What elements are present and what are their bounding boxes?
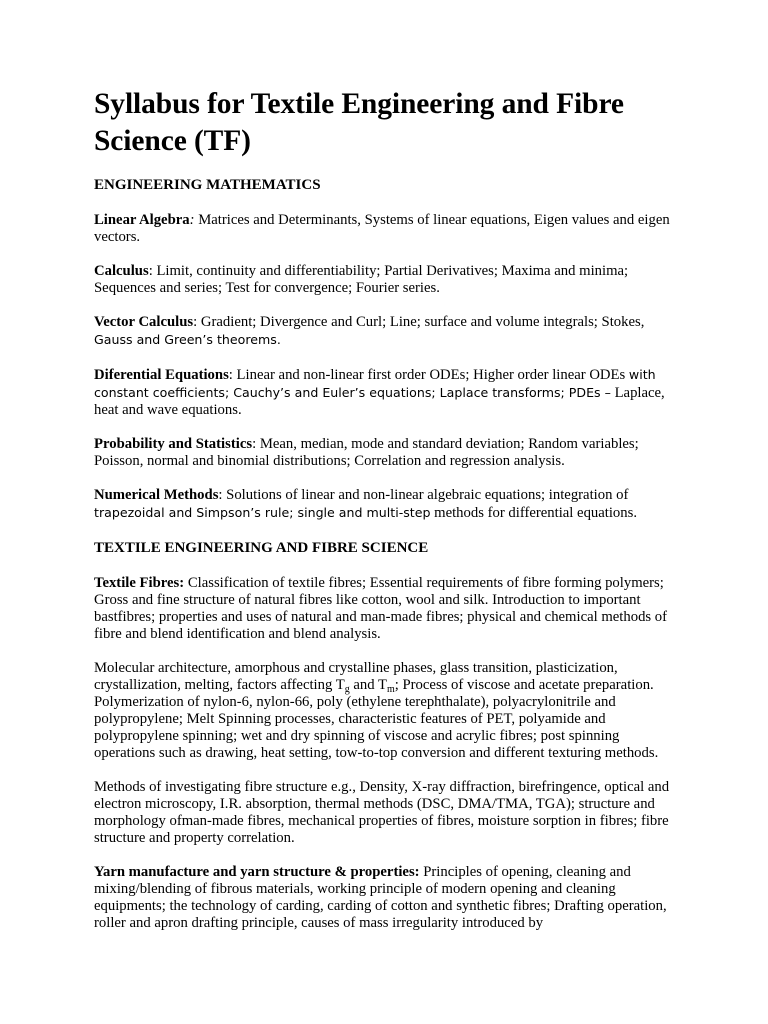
paragraph-vector-calculus (94, 314, 684, 349)
paragraph-yarn-manufacture (94, 864, 684, 932)
text-calculus: : Limit, continuity and differentiability; Partial Derivatives; Maxima and minima; Sequences and series; Test for convergence; Fourier series. (94, 263, 629, 296)
text-probability-statistics: : Mean, median, mode and standard deviation; Random variables; Poisson, normal and binomial distributions; Correlation and regression analysis. (94, 436, 639, 469)
text-differential-equations-tail: Laplace, heat and wave equations. (94, 385, 665, 418)
label-textile-fibres: Textile Fibres: (94, 575, 185, 591)
text-vector-calculus: : Gradient; Divergence and Curl; Line; surface and volume integrals; Stokes, (193, 314, 645, 330)
subscript-g: g (344, 684, 350, 695)
document-page (94, 86, 684, 949)
text-numerical-methods-tail: methods for differential equations. (430, 505, 638, 521)
linear-algebra-colon: : (189, 212, 195, 228)
paragraph-calculus (94, 263, 684, 297)
subscript-m: m (386, 684, 395, 695)
document-title: Syllabus for Textile Engineering and Fibre Science (TF) (94, 88, 624, 157)
text-methods: Methods of investigating fibre structure e.g., Density, X-ray diffraction, birefringence, optical and electron microscopy, I.R. absorption, thermal methods (DSC, DMA/TMA, TGA); structure and morphology ofman-made fibres, mechanical properties of fibres, moisture sorption in fibres; fibre structure and property correlation. (94, 779, 670, 846)
label-calculus: Calculus (94, 263, 149, 279)
paragraph-textile-fibres (94, 575, 684, 643)
section-heading-textile-engineering: TEXTILE ENGINEERING AND FIBRE SCIENCE (94, 540, 429, 556)
paragraph-methods-fibre-structure (94, 779, 684, 847)
paragraph-numerical-methods (94, 487, 684, 522)
label-numerical-methods: Numerical Methods (94, 487, 219, 503)
text-differential-equations-mid: with constant coefficients; Cauchy’s and Euler’s equations; Laplace transforms; PDEs – (94, 367, 656, 400)
text-molecular-a: Molecular architecture, amorphous and crystalline phases, glass transition, plasticization, crystallization, melting, factors affecting T (94, 660, 618, 693)
text-numerical-methods: : Solutions of linear and non-linear algebraic equations; integration of (218, 487, 629, 503)
text-differential-equations: : Linear and non-linear first order ODEs; Higher order linear ODEs (228, 367, 629, 383)
label-linear-algebra: Linear Algebra (94, 212, 190, 228)
text-numerical-methods-mid: trapezoidal and Simpson’s rule; single and multi-step (94, 505, 431, 520)
text-linear-algebra: Matrices and Determinants, Systems of linear equations, Eigen values and eigen vectors. (94, 212, 670, 245)
paragraph-differential-equations (94, 366, 684, 419)
label-vector-calculus: Vector Calculus (94, 314, 194, 330)
paragraph-probability-statistics (94, 436, 684, 470)
text-vector-calculus-tail: Gauss and Green’s theorems. (94, 332, 281, 347)
text-yarn-manufacture: Principles of opening, cleaning and mixing/blending of fibrous materials, working principle of modern opening and cleaning equipments; the technology of carding, carding of cotton and synthetic fibres; Drafting operation, roller and apron drafting principle, causes of mass irregularity introduced by (94, 864, 667, 931)
label-probability-statistics: Probability and Statistics (94, 436, 253, 452)
text-textile-fibres: Classification of textile fibres; Essential requirements of fibre forming polymers; Gross and fine structure of natural fibres like cotton, wool and silk. Introduction to important bastfibres; properties and uses of natural and man-made fibres; physical and chemical methods of fibre and blend identification and blend analysis. (94, 575, 668, 642)
text-molecular-b: and T (349, 677, 387, 693)
label-differential-equations: Diferential Equations (94, 367, 229, 383)
text-molecular-c: ; Process of viscose and acetate preparation. Polymerization of nylon-6, nylon-66, poly (ethylene terephthalate), polyacrylonitrile and polypropylene; Melt Spinning processes, characteristic features of PET, polyamide and polypropylene spinning; wet and dry spinning of viscose and acrylic fibres; post spinning operations such as drawing, heat setting, tow-to-top conversion and different texturing methods. (94, 677, 659, 761)
paragraph-molecular-architecture (94, 660, 684, 762)
section-heading-engineering-mathematics: ENGINEERING MATHEMATICS (94, 177, 321, 193)
paragraph-linear-algebra (94, 212, 684, 246)
label-yarn-manufacture: Yarn manufacture and yarn structure & properties: (94, 864, 420, 880)
